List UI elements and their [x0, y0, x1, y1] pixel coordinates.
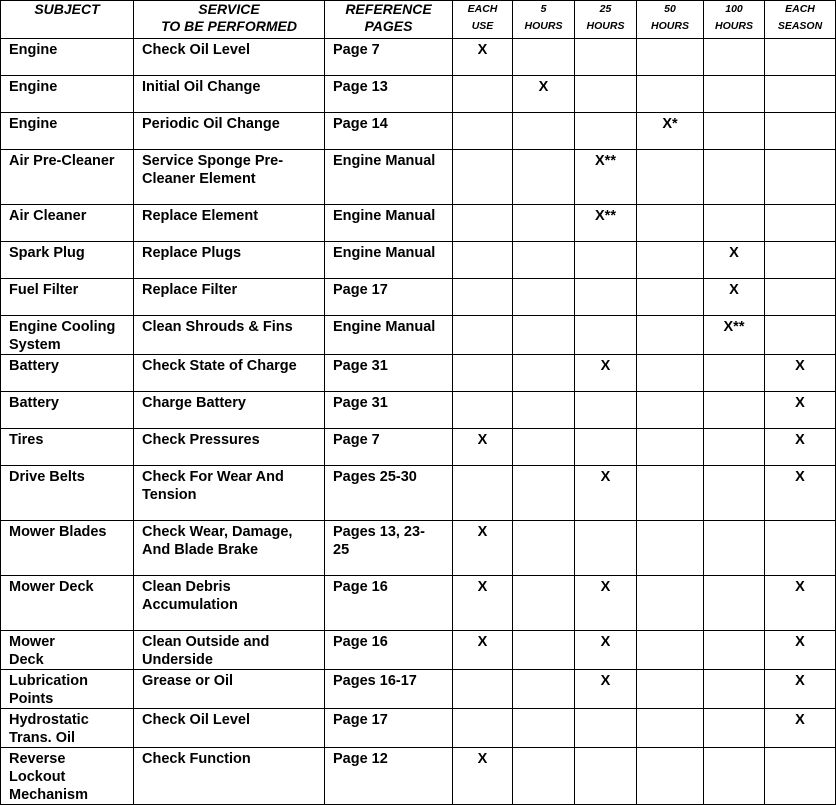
column-header-label: SERVICE TO BE PERFORMED [161, 1, 297, 34]
interval-cell-each-season [765, 709, 836, 748]
interval-cell-each-season [765, 39, 836, 76]
interval-cell-h25 [575, 392, 637, 429]
table-row [1, 631, 836, 670]
interval-cell-each-use [453, 709, 513, 748]
cell-subject [1, 392, 134, 429]
cell-service [134, 429, 325, 466]
interval-cell-h5 [513, 709, 575, 748]
reference-text: Page 12 [333, 751, 388, 767]
interval-cell-each-use [453, 748, 513, 805]
interval-mark: X [795, 712, 805, 728]
interval-cell-h5 [513, 316, 575, 355]
interval-cell-h25 [575, 76, 637, 113]
cell-reference [325, 355, 453, 392]
cell-subject [1, 631, 134, 670]
cell-reference [325, 205, 453, 242]
cell-service [134, 521, 325, 576]
interval-cell-each-use [453, 670, 513, 709]
subject-text: Lubrication Points [9, 673, 88, 707]
cell-subject [1, 113, 134, 150]
interval-cell-each-season [765, 576, 836, 631]
column-header-label: 5 HOURS [524, 3, 563, 32]
interval-mark: X [477, 751, 488, 767]
service-text: Check Oil Level [142, 712, 250, 728]
interval-cell-h50 [637, 279, 704, 316]
interval-cell-h25 [575, 242, 637, 279]
subject-text: Engine [9, 79, 58, 95]
table-row [1, 76, 836, 113]
cell-subject [1, 150, 134, 205]
interval-cell-h100 [704, 76, 765, 113]
reference-text: Page 16 [333, 634, 388, 650]
reference-text: Page 17 [333, 712, 388, 728]
interval-cell-h25 [575, 631, 637, 670]
service-text: Check State of Charge [142, 358, 297, 374]
reference-text: Page 16 [333, 579, 388, 595]
interval-cell-h5 [513, 205, 575, 242]
service-text: Service Sponge Pre- Cleaner Element [142, 153, 284, 187]
cell-subject [1, 748, 134, 805]
cell-subject [1, 466, 134, 521]
cell-subject [1, 429, 134, 466]
cell-subject [1, 521, 134, 576]
interval-cell-each-use [453, 113, 513, 150]
table-row [1, 466, 836, 521]
subject-text: Mower Blades [9, 524, 107, 540]
interval-cell-each-season [765, 429, 836, 466]
interval-cell-h5 [513, 392, 575, 429]
cell-reference [325, 242, 453, 279]
interval-cell-h5 [513, 748, 575, 805]
interval-cell-h100 [704, 355, 765, 392]
interval-cell-h100 [704, 576, 765, 631]
cell-reference [325, 521, 453, 576]
interval-cell-each-use [453, 242, 513, 279]
interval-cell-h5 [513, 631, 575, 670]
cell-reference [325, 466, 453, 521]
column-header-label: EACH USE [467, 3, 498, 32]
interval-cell-h100 [704, 748, 765, 805]
interval-cell-h50 [637, 521, 704, 576]
interval-cell-h100 [704, 670, 765, 709]
cell-subject [1, 205, 134, 242]
service-text: Grease or Oil [142, 673, 234, 689]
interval-mark: X [477, 524, 488, 540]
interval-cell-h25 [575, 576, 637, 631]
interval-cell-each-season [765, 466, 836, 521]
cell-service [134, 113, 325, 150]
interval-cell-each-season [765, 316, 836, 355]
cell-subject [1, 279, 134, 316]
cell-subject [1, 316, 134, 355]
interval-cell-h5 [513, 150, 575, 205]
cell-reference [325, 748, 453, 805]
interval-cell-h5 [513, 429, 575, 466]
cell-service [134, 709, 325, 748]
table-row [1, 709, 836, 748]
interval-cell-each-season [765, 279, 836, 316]
column-header-h5 [513, 1, 575, 39]
cell-reference [325, 631, 453, 670]
interval-cell-h25 [575, 355, 637, 392]
reference-text: Page 17 [333, 282, 388, 298]
interval-cell-h25 [575, 113, 637, 150]
interval-cell-each-season [765, 205, 836, 242]
reference-text: Engine Manual [333, 208, 436, 224]
interval-cell-each-season [765, 392, 836, 429]
cell-service [134, 670, 325, 709]
interval-mark: X [729, 245, 739, 261]
interval-cell-each-use [453, 150, 513, 205]
interval-cell-each-use [453, 39, 513, 76]
interval-cell-h50 [637, 709, 704, 748]
service-text: Clean Shrouds & Fins [142, 319, 293, 335]
table-row [1, 242, 836, 279]
interval-mark: X [795, 395, 805, 411]
interval-cell-h25 [575, 429, 637, 466]
table-row [1, 748, 836, 805]
table-row [1, 429, 836, 466]
table-row [1, 205, 836, 242]
subject-text: Tires [9, 432, 44, 448]
cell-reference [325, 150, 453, 205]
interval-cell-h25 [575, 521, 637, 576]
column-header-each-use [453, 1, 513, 39]
subject-text: Drive Belts [9, 469, 85, 485]
interval-cell-h25 [575, 670, 637, 709]
interval-cell-h50 [637, 355, 704, 392]
service-text: Initial Oil Change [142, 79, 261, 95]
interval-mark: X** [723, 319, 745, 335]
column-header-h25 [575, 1, 637, 39]
table-row [1, 316, 836, 355]
subject-text: Air Cleaner [9, 208, 87, 224]
interval-cell-h50 [637, 76, 704, 113]
interval-mark: X [600, 673, 611, 689]
subject-text: Reverse Lockout Mechanism [9, 751, 88, 803]
column-header-label: EACH SEASON [777, 3, 823, 32]
cell-reference [325, 392, 453, 429]
column-header-label: SUBJECT [34, 1, 100, 17]
interval-cell-each-use [453, 521, 513, 576]
cell-service [134, 279, 325, 316]
cell-service [134, 39, 325, 76]
reference-text: Page 31 [333, 395, 388, 411]
table-row [1, 39, 836, 76]
interval-cell-h50 [637, 39, 704, 76]
interval-cell-each-use [453, 205, 513, 242]
cell-service [134, 392, 325, 429]
column-header-subject [1, 1, 134, 39]
cell-service [134, 576, 325, 631]
interval-cell-h5 [513, 576, 575, 631]
interval-mark: X [795, 673, 805, 689]
cell-reference [325, 709, 453, 748]
interval-cell-h5 [513, 670, 575, 709]
interval-cell-h25 [575, 39, 637, 76]
interval-cell-each-season [765, 76, 836, 113]
cell-reference [325, 576, 453, 631]
interval-mark: X [795, 432, 805, 448]
interval-cell-each-season [765, 242, 836, 279]
interval-cell-each-season [765, 670, 836, 709]
interval-cell-h100 [704, 521, 765, 576]
column-header-label: 100 HOURS [715, 3, 753, 32]
cell-service [134, 355, 325, 392]
interval-mark: X [538, 79, 549, 95]
cell-reference [325, 279, 453, 316]
subject-text: Engine [9, 42, 58, 58]
service-text: Check For Wear And Tension [142, 469, 284, 503]
service-text: Check Pressures [142, 432, 260, 448]
interval-cell-h25 [575, 205, 637, 242]
interval-cell-each-season [765, 355, 836, 392]
cell-service [134, 150, 325, 205]
subject-text: Hydrostatic Trans. Oil [9, 712, 89, 746]
column-header-label: 50 HOURS [651, 3, 689, 32]
subject-text: Spark Plug [9, 245, 85, 261]
interval-cell-each-season [765, 521, 836, 576]
reference-text: Page 31 [333, 358, 388, 374]
table-row [1, 150, 836, 205]
interval-cell-h5 [513, 466, 575, 521]
interval-cell-h50 [637, 205, 704, 242]
cell-subject [1, 576, 134, 631]
interval-cell-h50 [637, 748, 704, 805]
interval-cell-h25 [575, 150, 637, 205]
column-header-h100 [704, 1, 765, 39]
interval-cell-h5 [513, 521, 575, 576]
table-header-row [1, 1, 836, 39]
interval-cell-h25 [575, 466, 637, 521]
cell-reference [325, 670, 453, 709]
interval-mark: X [477, 579, 488, 595]
service-text: Check Wear, Damage, And Blade Brake [142, 524, 293, 558]
table-row [1, 113, 836, 150]
interval-cell-h50 [637, 576, 704, 631]
subject-text: Battery [9, 358, 59, 374]
interval-cell-h25 [575, 748, 637, 805]
interval-mark: X [600, 469, 611, 485]
subject-text: Mower Deck [9, 634, 55, 668]
interval-mark: X [600, 579, 611, 595]
service-text: Clean Debris Accumulation [142, 579, 238, 613]
cell-service [134, 466, 325, 521]
table-row [1, 279, 836, 316]
interval-mark: X** [595, 208, 616, 224]
reference-text: Page 7 [333, 42, 380, 58]
service-text: Replace Element [142, 208, 259, 224]
interval-cell-h50 [637, 392, 704, 429]
interval-mark: X [795, 358, 805, 374]
reference-text: Page 7 [333, 432, 380, 448]
interval-cell-each-use [453, 279, 513, 316]
interval-cell-each-use [453, 76, 513, 113]
service-text: Replace Filter [142, 282, 238, 298]
interval-mark: X [477, 634, 488, 650]
reference-text: Pages 25-30 [333, 469, 417, 485]
interval-cell-h50 [637, 466, 704, 521]
interval-cell-h100 [704, 316, 765, 355]
interval-mark: X [477, 42, 488, 58]
reference-text: Pages 13, 23- 25 [333, 524, 425, 558]
table-row [1, 355, 836, 392]
cell-reference [325, 39, 453, 76]
cell-subject [1, 242, 134, 279]
subject-text: Mower Deck [9, 579, 94, 595]
interval-cell-h100 [704, 242, 765, 279]
interval-mark: X [795, 469, 805, 485]
cell-service [134, 242, 325, 279]
interval-cell-h50 [637, 150, 704, 205]
cell-subject [1, 709, 134, 748]
interval-cell-h50 [637, 242, 704, 279]
subject-text: Engine [9, 116, 58, 132]
column-header-service [134, 1, 325, 39]
reference-text: Page 14 [333, 116, 388, 132]
cell-subject [1, 39, 134, 76]
interval-cell-h25 [575, 279, 637, 316]
reference-text: Page 13 [333, 79, 388, 95]
interval-mark: X* [662, 116, 678, 132]
interval-cell-each-use [453, 429, 513, 466]
interval-cell-h100 [704, 631, 765, 670]
table-row [1, 521, 836, 576]
interval-cell-each-use [453, 316, 513, 355]
service-text: Periodic Oil Change [142, 116, 280, 132]
interval-cell-h5 [513, 39, 575, 76]
interval-cell-h25 [575, 316, 637, 355]
column-header-label: 25 HOURS [586, 3, 625, 32]
interval-mark: X [600, 634, 611, 650]
interval-mark: X [477, 432, 488, 448]
service-text: Check Function [142, 751, 251, 767]
service-text: Charge Battery [142, 395, 246, 411]
interval-mark: X** [595, 153, 616, 169]
interval-cell-h25 [575, 709, 637, 748]
interval-mark: X [795, 579, 805, 595]
interval-cell-h100 [704, 429, 765, 466]
interval-cell-h100 [704, 150, 765, 205]
cell-service [134, 76, 325, 113]
cell-subject [1, 355, 134, 392]
cell-service [134, 316, 325, 355]
table-row [1, 392, 836, 429]
subject-text: Air Pre-Cleaner [9, 153, 115, 169]
reference-text: Engine Manual [333, 319, 436, 335]
service-text: Replace Plugs [142, 245, 242, 261]
interval-cell-h5 [513, 242, 575, 279]
interval-cell-each-season [765, 631, 836, 670]
table-row [1, 576, 836, 631]
cell-reference [325, 429, 453, 466]
interval-cell-h5 [513, 113, 575, 150]
subject-text: Battery [9, 395, 59, 411]
interval-cell-h50 [637, 113, 704, 150]
interval-cell-h100 [704, 113, 765, 150]
interval-cell-each-season [765, 748, 836, 805]
reference-text: Engine Manual [333, 245, 436, 261]
interval-mark: X [795, 634, 805, 650]
table-body [1, 39, 836, 805]
cell-service [134, 205, 325, 242]
table-row [1, 670, 836, 709]
subject-text: Fuel Filter [9, 282, 79, 298]
interval-cell-each-use [453, 576, 513, 631]
column-header-each-season [765, 1, 836, 39]
interval-cell-h100 [704, 709, 765, 748]
interval-mark: X [729, 282, 739, 298]
interval-cell-h100 [704, 39, 765, 76]
cell-reference [325, 113, 453, 150]
interval-cell-h100 [704, 466, 765, 521]
column-header-h50 [637, 1, 704, 39]
interval-cell-h100 [704, 205, 765, 242]
cell-subject [1, 670, 134, 709]
interval-cell-h50 [637, 316, 704, 355]
cell-subject [1, 76, 134, 113]
cell-service [134, 631, 325, 670]
interval-cell-each-use [453, 355, 513, 392]
interval-cell-each-season [765, 113, 836, 150]
interval-cell-h50 [637, 631, 704, 670]
interval-mark: X [600, 358, 611, 374]
interval-cell-h50 [637, 429, 704, 466]
cell-reference [325, 76, 453, 113]
interval-cell-each-use [453, 466, 513, 521]
interval-cell-h5 [513, 355, 575, 392]
interval-cell-h50 [637, 670, 704, 709]
interval-cell-each-season [765, 150, 836, 205]
interval-cell-h5 [513, 279, 575, 316]
column-header-label: REFERENCE PAGES [345, 1, 432, 34]
interval-cell-each-use [453, 392, 513, 429]
cell-service [134, 748, 325, 805]
reference-text: Engine Manual [333, 153, 436, 169]
interval-cell-h100 [704, 279, 765, 316]
interval-cell-h5 [513, 76, 575, 113]
subject-text: Engine Cooling System [9, 319, 116, 353]
interval-cell-each-use [453, 631, 513, 670]
interval-cell-h100 [704, 392, 765, 429]
cell-reference [325, 316, 453, 355]
column-header-reference [325, 1, 453, 39]
reference-text: Pages 16-17 [333, 673, 417, 689]
service-text: Check Oil Level [142, 42, 250, 58]
service-text: Clean Outside and Underside [142, 634, 270, 668]
